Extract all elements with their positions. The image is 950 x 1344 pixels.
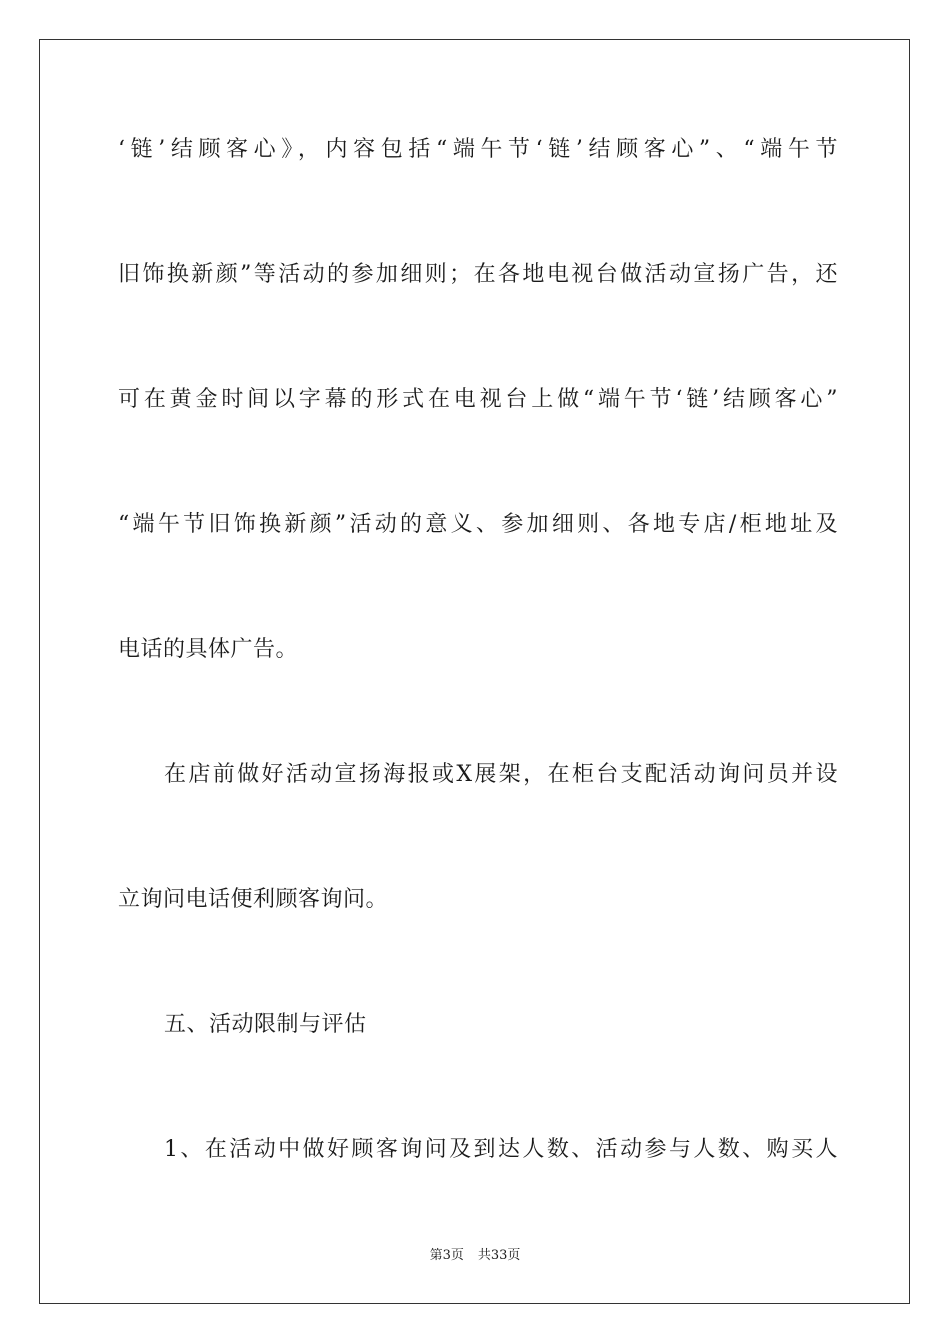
page-footer <box>0 1247 950 1265</box>
body-line-2: 旧饰换新颜”等活动的参加细则；在各地电视台做活动宣扬广告，还 <box>118 262 838 287</box>
body-line-1: ‘链’结顾客心》，内容包括“端午节‘链’结顾客心”、“端午节 <box>118 137 838 162</box>
body-line-4: “端午节旧饰换新颜”活动的意义、参加细则、各地专店/柜地址及 <box>118 512 838 537</box>
body-line-6: 在店前做好活动宣扬海报或X展架，在柜台支配活动询问员并设 <box>164 762 838 787</box>
page-number: 第3页 <box>429 1248 464 1263</box>
body-line-3: 可在黄金时间以字幕的形式在电视台上做“端午节‘链’结顾客心” <box>118 387 838 412</box>
page-total: 共33页 <box>477 1248 521 1263</box>
body-line-9: 1、在活动中做好顾客询问及到达人数、活动参与人数、购买人 <box>164 1137 838 1162</box>
body-line-5: 电话的具体广告。 <box>118 637 299 662</box>
body-line-7: 立询问电话便利顾客询问。 <box>118 887 389 912</box>
page-border <box>39 39 910 1304</box>
section-heading: 五、活动限制与评估 <box>164 1012 367 1037</box>
